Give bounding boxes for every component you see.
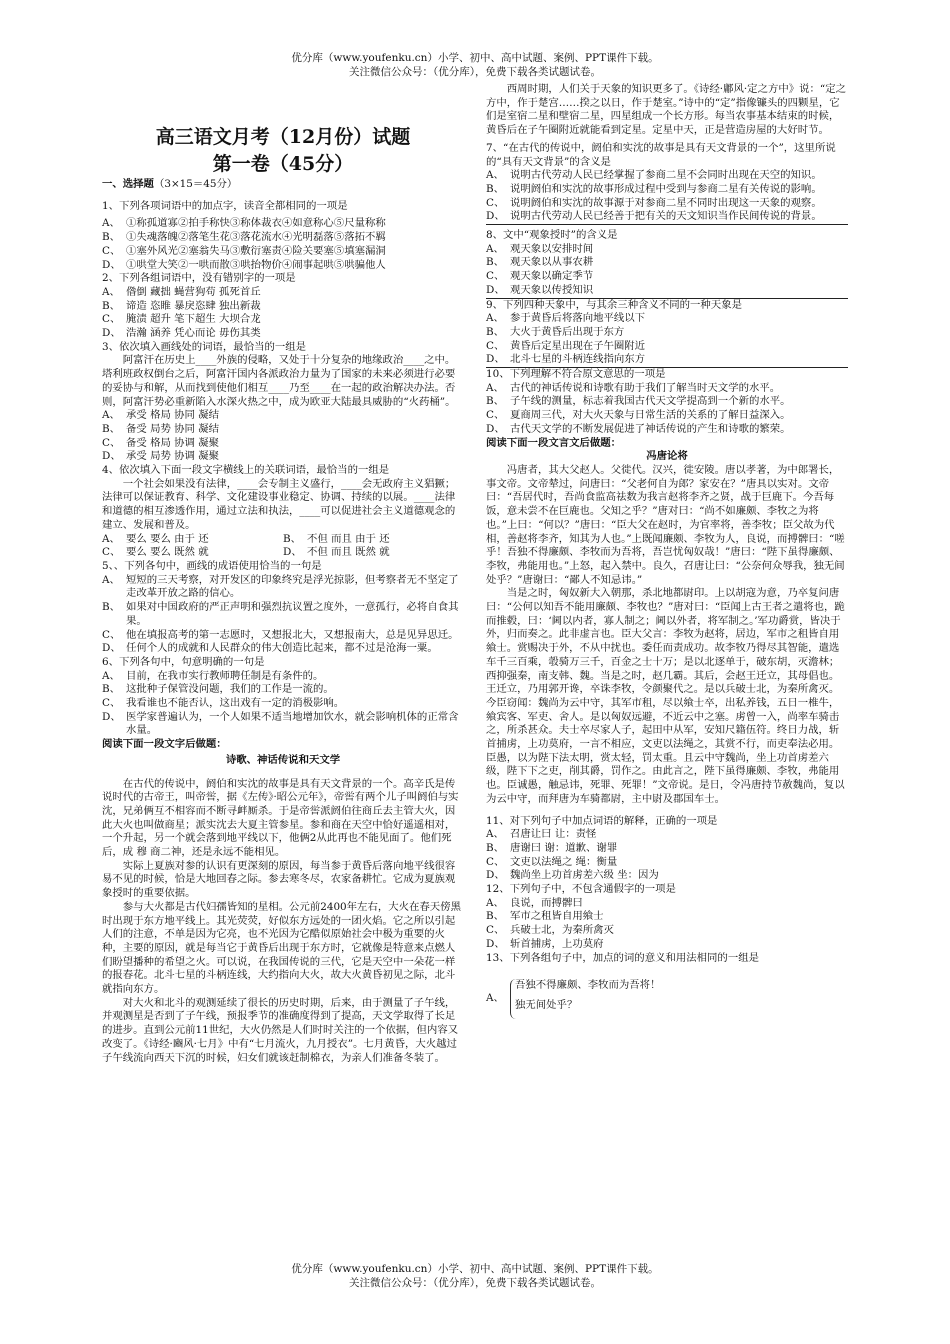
q11-option[interactable]: D、 魏尚坐上功首虏差六级 坐：因为	[486, 869, 659, 882]
q12-stem: 12、下列句子中，不包含通假字的一项是	[486, 883, 676, 896]
q7-stem: 7、“在古代的传说中，阏伯和实沈的故事是具有天文背景的一个”，这里所说的“具有天文背景”的含义是	[486, 141, 836, 168]
q9-option[interactable]: D、 北斗七星的斗柄连线指向东方	[486, 353, 848, 368]
reading1-paragraph: 参与大火都是古代妇孺皆知的星相。公元前2400年左右，大火在春天傍黑时出现于东方地平线上。其光荧荧，好似东方远处的一团火焰。它之所以引起人们的注意，不单是因为它亮，也不光因为它酷似原始社会中极为重要的火种，主要的原因，就是每当它于黄昏后出现于东方时，它就像是特意来点燃人们盼望播种的希望之火。可以说，在我国传说的三代，它是天空中一朵花一样的报春花。北斗七星的斗柄连线，大约指向大火，故大火黄昏初见之际，北斗就指向东方。	[102, 900, 461, 996]
footer-line-2: 关注微信公众号：（优分库），免费下载各类试题试卷。	[349, 1277, 601, 1289]
reading1-paragraph: 西周时期，人们关于天象的知识更多了。《诗经·鄘风·定之方中》说：“定之方中，作于楚宫……揆之以日，作于楚室。”诗中的“定”指像镰头的四颗星，它们是室宿二星和壁宿二星，四星组成一个长方形。每当农事基本结束的时候，黄昏后在子午圈附近就能看到定星。定星中天，正是营造房屋的大好时节。	[486, 83, 847, 137]
reading2-heading: 阅读下面一段文言文后做题：	[486, 436, 622, 449]
q11-options	[486, 828, 848, 883]
q4-option[interactable]: D、 不但 而且 既然 就	[283, 546, 390, 559]
right-column	[486, 83, 848, 1019]
q3-option[interactable]: A、 承受 格局 协同 凝结	[102, 409, 220, 422]
q3-stem: 3、依次填入画线处的词语，最恰当的一组是	[102, 340, 307, 353]
q8-option[interactable]: D、 观天象以传授知识	[486, 284, 848, 299]
q3-option[interactable]: B、 备受 局势 协同 凝结	[102, 422, 220, 435]
q13-brace	[510, 979, 660, 1018]
q1-options	[102, 217, 464, 272]
q7-option[interactable]: D、 说明古代劳动人民已经善于把有关的天文知识当作民间传说的背景。	[486, 210, 848, 225]
q13-sentence: 独无间处乎？	[515, 999, 578, 1011]
q4-passage: 一个社会如果没有法律，____会专制主义盛行，____会无政府主义猖獗；法律可以保证教育、科学、文化建设事业稳定、协调、持续的以展。____法律和道德的相互渗透作用，通过立法和执法，____可以促进社会主义道德观念的建立、发展和普及。	[102, 477, 456, 531]
exam-subtitle: 第一卷（45分）	[212, 153, 354, 175]
exam-title: 高三语文月考（12月份）试题	[155, 126, 411, 148]
q6-option[interactable]: C、 我看谁也不能否认，这出戏有一定的消极影响。	[102, 697, 345, 710]
q5-option[interactable]: D、 任何个人的成就和人民群众的伟大创造比起来，都不过是沧海一粟。	[102, 642, 438, 655]
q3-option[interactable]: D、 承受 局势 协调 凝聚	[102, 450, 220, 463]
q1-option[interactable]: A、 ①称孤道寡②拍手称快③称体裁衣④如意称心⑤尺量称称	[102, 217, 386, 230]
q1-option[interactable]: B、 ①失魂落魄②落笔生花③落花流水④光明磊落⑤落拓不羁	[102, 231, 386, 244]
reading2-paragraph: 当是之时，匈奴新大入朝那，杀北地都尉印。上以胡寇为意，乃卒复问唐曰：“公何以知吾不能用廉颇、李牧也？”唐对曰：“臣闻上古王者之遣将也，跪而推毂，曰：‘阃以内者，寡人制之；阃以外者，将军制之。’军功爵赏，皆决于外，归而奏之。此非虚言也。臣大父言：李牧为赵将，居边，军市之租皆自用飨士。赏赐决于外，不从中扰也。委任而责成功。故李牧乃得尽其智能，遣选车千三百乘，彀骑万三千，百金之士十万；是以北逐单于，破东胡，灭澹林；西抑强秦，南支韩、魏。当是之时，赵几霸。其后，会赵王迁立，其母倡也。王迁立，乃用郭开谗，卒诛李牧，令颜聚代之。是以兵破士北，为秦所禽灭。今臣窃闻：魏尚为云中守，其军市租，尽以飨士卒，出私养钱，五日一椎牛，飨宾客、军吏、舍人。是以匈奴远避，不近云中之塞。虏曾一入，尚率车骑击之，所杀甚众。夫士卒尽家人子，起田中从军，安知尺籍伍符。终日力战，斩首捕虏，上功莫府，一言不相应，文吏以法绳之，其赏不行，而吏奉法必用。臣愚，以为陛下法太明，赏太轻，罚太重。且云中守魏尚，坐上功首虏差六级，陛下下之吏，削其爵，罚作之。由此言之，陛下虽得廉颇、李牧，弗能用也。臣诚愚，触忌讳，死罪、死罪！”文帝说。是日，令冯唐持节赦魏尚，复以为云中守，而拜唐为车骑都尉，主中尉及郡国车士。	[486, 587, 845, 805]
q7-option[interactable]: C、 说明阏伯和实沈的故事源于对参商二星不同时出现这一天象的观察。	[486, 196, 822, 209]
q2-stem: 2、下列各组词语中，没有错别字的一项是	[102, 272, 296, 285]
q2-option[interactable]: B、 谛造 恣睢 暴戾恣肆 独出新裁	[102, 299, 261, 312]
q12-option[interactable]: D、 斩首捕虏，上功莫府	[486, 937, 604, 950]
q7-option[interactable]: B、 说明阏伯和实沈的故事形成过程中受到与参商二星有关传说的影响。	[486, 182, 822, 195]
q4-options	[102, 533, 464, 560]
q11-option[interactable]: C、 文吏以法绳之 绳：衡量	[486, 855, 618, 868]
section-heading: 一、选择题	[102, 178, 154, 190]
q6-option[interactable]: D、 医学家普遍认为，一个人如果不适当地增加饮水，就会影响机体的正常含水量。	[102, 710, 459, 737]
q2-option[interactable]: D、 浩瀚 涵养 凭心而论 毋伤其类	[102, 327, 261, 340]
q13-stem: 13、下列各组句子中，加点的词的意义和用法相同的一组是	[486, 951, 759, 964]
header-line-1: 优分库（www.youfenku.cn）小学、初中、高中试题、案例、PPT课件下载。	[291, 52, 659, 64]
q10-option[interactable]: B、 子午线的测量，标志着我国古代天文学提高到一个新的水平。	[486, 395, 791, 408]
q13-option[interactable]	[486, 979, 848, 1018]
reading1-title: 诗歌、神话传说和天文学	[225, 753, 341, 766]
q6-option[interactable]: B、 这批种子保管没问题，我们的工作是一流的。	[102, 683, 334, 696]
reading2-paragraph: 冯唐者，其大父赵人。父徙代。汉兴，徙安陵。唐以孝著，为中郎署长，事文帝。文帝辇过，问唐曰：“父老何自为郎？家安在？”唐具以实对。文帝曰：“吾居代时，吾尚食监高祛数为我言赵将李齐之贤，战于巨鹿下。今吾每饭，意未尝不在巨鹿也。父知之乎？”唐对曰：“尚不如廉颇、李牧之为将也。”上曰：“何以？”唐曰：“臣大父在赵时，为官率将，善李牧；臣父故为代相，善赵将李齐，知其为人也。”上既闻廉颇、李牧为人，良说，而搏髀曰：“嗟乎！吾独不得廉颇、李牧而为吾将，吾岂忧匈奴哉！”唐曰：“陛下虽得廉颇、李牧，弗能用也。”上怒，起入禁中。良久，召唐让曰：“公奈何众辱我，独无间处乎？”唐谢曰：“鄙人不知忌讳。”	[486, 463, 845, 586]
q10-option[interactable]: C、 夏商周三代，对大火天象与日常生活的关系的了解日益深入。	[486, 409, 791, 422]
q4-stem: 4、依次填入下面一段文字横线上的关联词语，最恰当的一组是	[102, 464, 390, 477]
left-column	[102, 124, 464, 1065]
footer-line-1: 优分库（www.youfenku.cn）小学、初中、高中试题、案例、PPT课件下载。	[291, 1263, 659, 1275]
reading1-heading: 阅读下面一段文字后做题：	[102, 738, 227, 751]
q10-stem: 10、下列理解不符合原文意思的一项是	[486, 368, 666, 381]
q8-option[interactable]: B、 观天象以从事农耕	[486, 256, 594, 269]
q6-option[interactable]: A、 目前，在我市实行教师聘任制是有条件的。	[102, 669, 324, 682]
q2-options	[102, 286, 464, 341]
q11-option[interactable]: A、 召唐让曰 让：责怪	[486, 828, 597, 841]
q5-stem: 5、、下列各句中，画线的成语使用恰当的一句是	[102, 559, 322, 572]
q13-option-label: A、	[486, 992, 504, 1005]
q5-option[interactable]: C、 他在填报高考的第一志愿时，又想报北大，又想报南大，总是见异思迁。	[102, 628, 459, 641]
q9-option[interactable]: C、 黄昏后定星出现在子午圈附近	[486, 339, 646, 352]
q8-options	[486, 243, 848, 299]
q5-option[interactable]: A、 短短的三天考察，对开发区的印象终究是浮光掠影，但考察者无不坚定了走改革开放之路的信心。	[102, 573, 459, 600]
q3-option[interactable]: C、 备受 格局 协调 凝聚	[102, 436, 220, 449]
q4-option[interactable]: C、 要么 要么 既然 就	[102, 546, 209, 559]
q3-options	[102, 409, 464, 464]
q9-option[interactable]: A、 参于黄昏后将落向地平线以下	[486, 312, 646, 325]
q10-option[interactable]: A、 古代的神话传说和诗歌有助于我们了解当时天文学的水平。	[486, 381, 781, 394]
page-header	[0, 51, 950, 79]
reading1-paragraph: 在古代的传说中，阏伯和实沈的故事是具有天文背景的一个。高辛氏是传说时代的古帝王，叫帝喾，据《左传》·昭公元年》，帝喾有两个儿子叫阏伯与实沈，兄弟俩互不相容而不断寻衅厮杀。于是帝喾派阏伯往商丘去主管大火，因此大火也叫做商星；派实沈去大夏主管参星。参和商在天空中恰好遥遥相对，一个升起，另一个就会落到地平线以下，他俩2从此再也不能见面了。他们死后，成 穆 商二神，还是永远不能相见。	[102, 777, 459, 859]
q9-stem: 9、下列四种天象中，与其余三种含义不同的一种天象是	[486, 298, 742, 311]
section-score: （3×15＝45分）	[153, 178, 238, 190]
q6-options	[102, 670, 464, 739]
header-line-2: 关注微信公众号：（优分库），免费下载各类试题试卷。	[349, 66, 601, 78]
q1-stem: 1、下列各项词语中的加点字，读音全都相同的一项是	[102, 199, 348, 212]
q3-passage: 阿富汗在历史上____外族的侵略，又处于十分复杂的地缘政治____之中。塔利班政权倒台之后，阿富汗国内各派政治力量为了国家的未来必须进行必要的妥协与和解，从而找到使他们相互____乃至____在一起的政治解决办法。否则，阿富汗势必重新陷入水深火热之中，成为欧亚大陆最具威胁的“火药桶”。	[102, 354, 456, 408]
q5-options	[102, 574, 464, 656]
q8-option[interactable]: C、 观天象以确定季节	[486, 270, 594, 283]
q5-option[interactable]: B、 如果对中国政府的严正声明和强烈抗议置之度外，一意孤行，必将自食其果。	[102, 601, 459, 627]
page-footer	[0, 1262, 950, 1290]
q10-options	[486, 382, 848, 437]
q10-option[interactable]: D、 古代天文学的不断发展促进了神话传说的产生和诗歌的繁荣。	[486, 422, 791, 435]
reading1-paragraph: 实际上夏族对参的认识有更深刻的原因，每当参于黄昏后落向地平线很容易不见的时候，恰是大地回春之际。参去寒冬尽，农家备耕忙。它成为夏族观象授时的重要依据。	[102, 859, 456, 900]
q12-option[interactable]: B、 军市之租皆自用飨士	[486, 910, 604, 923]
q8-stem: 8、文中“观象授时”的含义是	[486, 229, 618, 242]
q12-options	[486, 897, 848, 952]
q11-stem: 11、对下列句子中加点词语的解释，正确的一项是	[486, 814, 718, 827]
q4-option[interactable]: A、 要么 要么 由于 还	[102, 532, 209, 545]
q13-sentence: 吾独不得廉颇、李牧而为吾将！	[515, 979, 661, 992]
q7-option[interactable]: A、 说明古代劳动人民已经掌握了参商二星不会同时出现在天空的知识。	[486, 169, 822, 182]
reading2-title: 冯唐论将	[646, 450, 688, 463]
q7-options	[486, 169, 848, 225]
q8-option[interactable]: A、 观天象以安排时间	[486, 242, 594, 255]
q9-options	[486, 312, 848, 368]
q2-option[interactable]: C、 腌渍 超升 笔下超生 大坝合龙	[102, 313, 261, 326]
q12-option[interactable]: A、 良说，而搏髀曰	[486, 896, 583, 909]
q1-option[interactable]: C、 ①塞外风光②塞翁失马③敷衍塞责④险关要塞⑤填塞漏洞	[102, 244, 386, 257]
q11-option[interactable]: B、 唐谢曰 谢：道歉、谢罪	[486, 841, 618, 854]
q6-stem: 6、下列各句中，句意明确的一句是	[102, 655, 265, 668]
q4-option[interactable]: B、 不但 而且 由于 还	[283, 532, 390, 545]
reading1-paragraph: 对大火和北斗的观测延续了很长的历史时期，后来，由于测量了子午线，并观测星是否到了子午线，预报季节的准确度得到了提高，天文学取得了长足的进步。直到公元前11世纪，大火仍然是人们时时关注的一个依据，但内容又改变了。《诗经·豳风·七月》中有“七月流火，九月授衣”。七月黄昏，大火越过子午线流向西天下沉的时候，妇女们就该赶制棉衣，为亲人们准备冬装了。	[102, 996, 459, 1064]
q2-option[interactable]: A、 偺倒 藏拙 蝇营狗苟 孤死首丘	[102, 285, 261, 298]
q1-option[interactable]: D、 ①哄堂大笑②一哄而散③哄抬物价④闹事起哄⑤哄骗他人	[102, 258, 386, 271]
q9-option[interactable]: B、 大火于黄昏后出现于东方	[486, 325, 625, 338]
q12-option[interactable]: C、 兵破士北，为秦所禽灭	[486, 924, 614, 937]
